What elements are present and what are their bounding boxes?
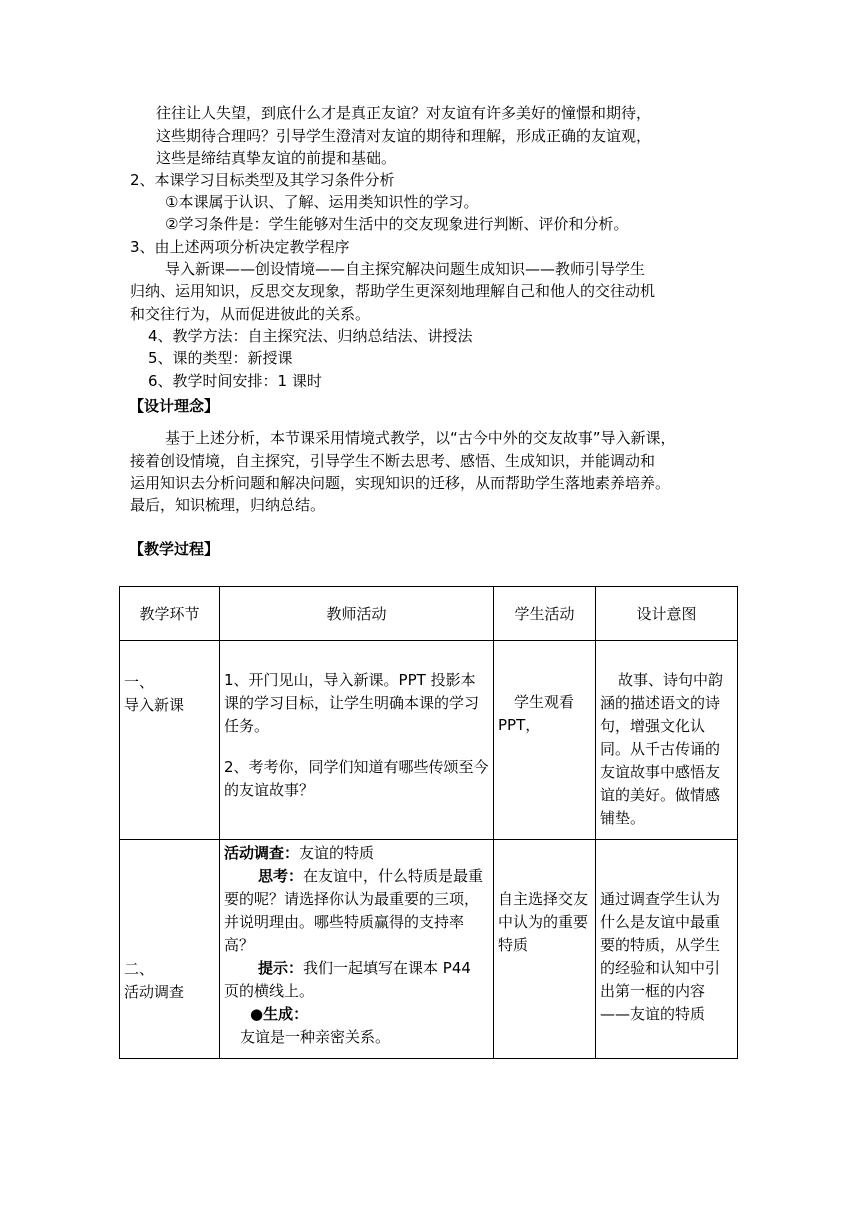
survey-label: 活动调查： <box>224 844 300 862</box>
student-cell <box>494 840 596 1059</box>
item4: 4、教学方法：自主探究法、归纳总结法、讲授法 <box>148 327 473 345</box>
hint-text: 我们一起填写在课本 P44 页的横线上。 <box>224 959 471 1000</box>
item3-line-1: 导入新课——创设情境——自主探究解决问题生成知识——教师引导学生 <box>165 260 646 278</box>
table-header-row <box>120 587 738 641</box>
table-row <box>120 641 738 840</box>
design-intent: 通过调查学生认为什么是友谊中最重要的特质，从学生的经验和认知中引出第一框的内容——友谊的特质 <box>600 890 721 1023</box>
intro-line-2: 这些期待合理吗？引导学生澄清对友谊的期待和理解，形成正确的友谊观， <box>156 127 652 145</box>
generate-label: ●生成： <box>250 1005 309 1023</box>
stage-cell <box>120 840 220 1059</box>
table-row <box>120 840 738 1059</box>
lesson-table <box>119 586 738 1059</box>
teacher-cell <box>220 641 494 840</box>
stage-name: 活动调查 <box>124 983 185 1001</box>
stage-cell <box>120 641 220 840</box>
design-line-2: 接着创设情境，自主探究，引导学生不断去思考、感悟、生成知识，并能调动和 <box>130 452 656 470</box>
item5: 5、课的类型：新授课 <box>148 349 293 367</box>
activity-survey <box>224 842 489 865</box>
item2-a: ①本课属于认识、了解、运用类知识性的学习。 <box>165 193 479 211</box>
intro-line-3: 这些是缔结真挚友谊的前提和基础。 <box>156 149 397 167</box>
item2-title: 2、本课学习目标类型及其学习条件分析 <box>130 171 395 189</box>
teacher-activity-2: 2、考考你，同学们知道有哪些传颂至今的友谊故事？ <box>224 758 489 799</box>
think-text: 在友谊中，什么特质是最重要的呢？请选择你认为最重要的三项，并说明理由。哪些特质赢得的支持率高？ <box>224 867 484 954</box>
item3-line-3: 和交往行为，从而促进彼此的关系。 <box>130 305 371 323</box>
teacher-activity-1: 1、开门见山，导入新课。PPT 投影本课的学习目标，让学生明确本课的学习任务。 <box>224 671 480 735</box>
design-heading: 【设计理念】 <box>129 397 220 415</box>
item3-line-2: 归纳、运用知识，反思交友现象，帮助学生更深刻地理解自己和他人的交往动机 <box>130 282 656 300</box>
survey-text: 友谊的特质 <box>299 844 375 862</box>
item6: 6、教学时间安排：1 课时 <box>148 372 322 390</box>
design-line-3: 运用知识去分析问题和解决问题，实现知识的迁移，从而帮助学生落地素养培养。 <box>130 474 671 492</box>
intent-cell <box>596 641 738 840</box>
design-line-4: 最后，知识梳理，归纳总结。 <box>130 496 326 514</box>
item2-b: ②学习条件是：学生能够对生活中的交友现象进行判断、评价和分析。 <box>165 215 629 233</box>
generate-text: 友谊是一种亲密关系。 <box>240 1028 391 1046</box>
hint-paragraph <box>224 957 489 1003</box>
teacher-cell <box>220 840 494 1059</box>
intent-cell <box>596 840 738 1059</box>
header-stage: 教学环节 <box>120 587 220 641</box>
design-line-1: 基于上述分析，本节课采用情境式教学，以“古今中外的交友故事”导入新课， <box>165 429 676 447</box>
header-student: 学生活动 <box>494 587 596 641</box>
stage-number: 二、 <box>124 960 155 978</box>
think-label: 思考： <box>258 867 304 885</box>
hint-label: 提示： <box>258 959 304 977</box>
design-intent: 故事、诗句中韵涵的描述语文的诗句，增强文化认同。从千古传诵的友谊故事中感悟友谊的美好。做情感铺垫。 <box>600 671 724 827</box>
process-heading: 【教学过程】 <box>129 540 220 558</box>
header-teacher: 教师活动 <box>220 587 494 641</box>
stage-number: 一、 <box>124 673 155 691</box>
student-activity: 自主选择交友中认为的重要特质 <box>498 890 589 954</box>
student-cell <box>494 641 596 840</box>
student-activity: 学生观看 PPT， <box>498 693 575 734</box>
header-intent: 设计意图 <box>596 587 738 641</box>
stage-name: 导入新课 <box>124 696 185 714</box>
item3-title: 3、由上述两项分析决定教学程序 <box>130 238 350 256</box>
intro-line-1: 往往让人失望，到底什么才是真正友谊？对友谊有许多美好的憧憬和期待， <box>156 104 652 122</box>
think-paragraph <box>224 865 489 957</box>
